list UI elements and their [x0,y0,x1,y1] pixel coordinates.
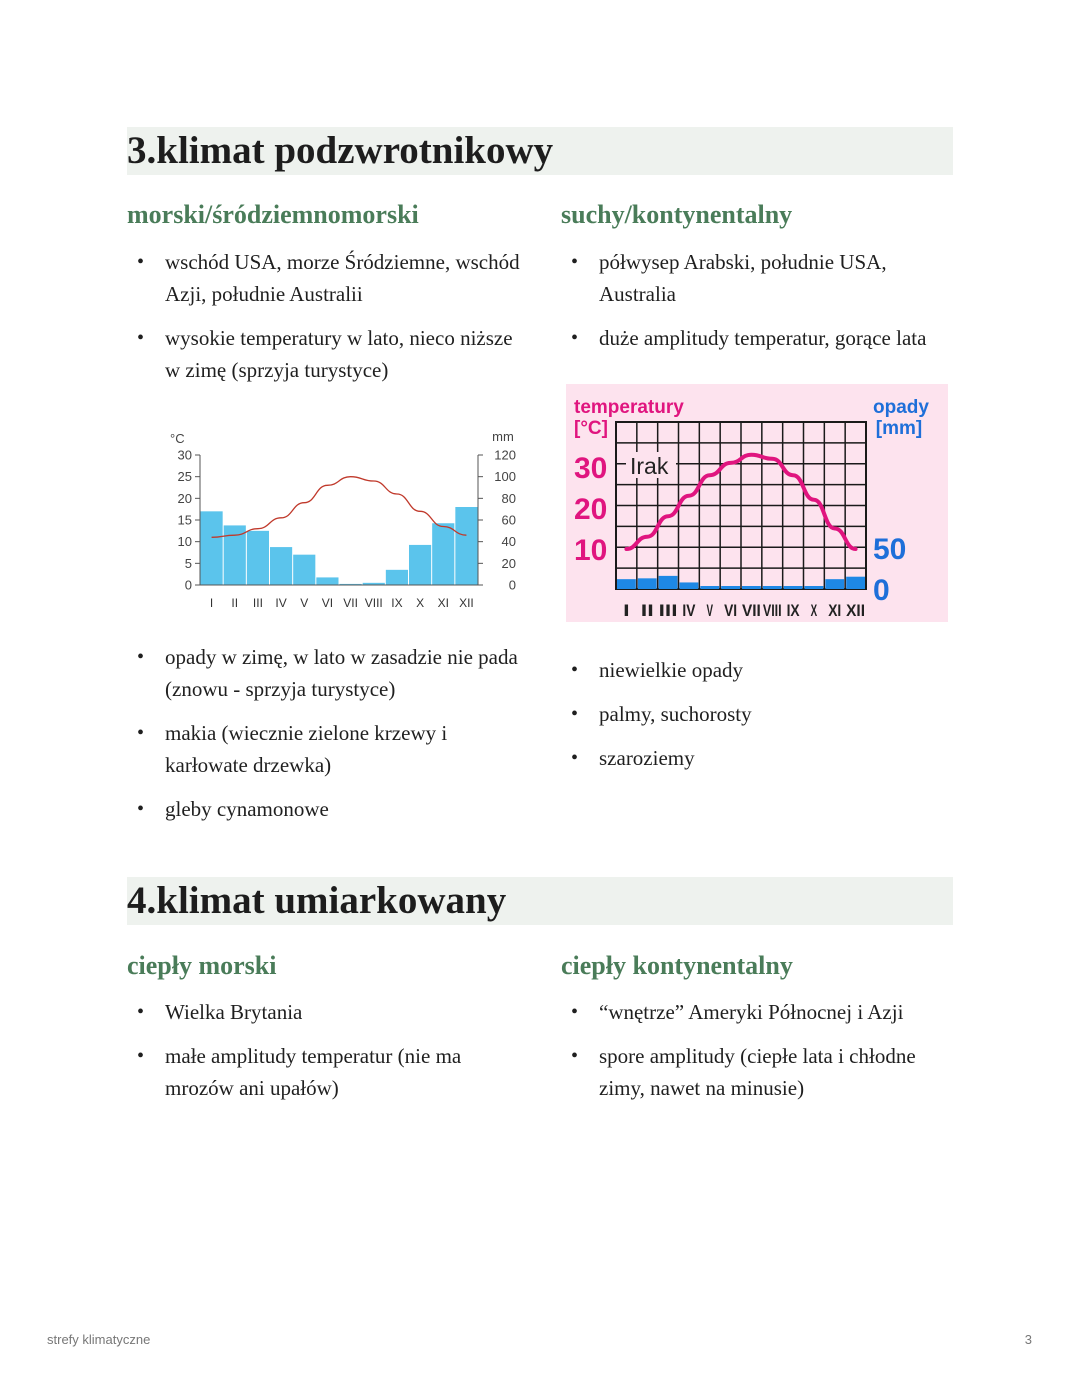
precip-bar [805,586,824,589]
precip-bar [638,578,657,589]
precip-bar [742,586,761,589]
footer-document-title: strefy klimatyczne [47,1332,151,1347]
footer-page-number: 3 [1024,1332,1032,1347]
bullet-list-left [127,996,517,1116]
precip-bar [846,577,865,589]
month-label: I [623,601,630,620]
list-item: • niewielkie opady [561,654,961,686]
month-label: IV [682,601,696,620]
list-item: • wschód USA, morze Śródziemne, wschód Azji, południe Australii [127,246,527,310]
precip-bar [784,586,803,589]
bullet-list-left-top [127,246,527,398]
precip-bar [316,577,338,585]
precip-bar [700,586,719,589]
bullet-list-right-top [561,246,961,366]
precip-tick-label: 0 [873,574,890,607]
month-label: X [416,596,425,610]
list-item: • spore amplitudy (ciepłe lata i chłodne zimy, nawet na minusie) [561,1040,961,1104]
precip-bar [293,555,315,585]
precip-bar [455,507,477,585]
precip-axis-title: opady [873,397,929,418]
precip-tick-label: 60 [501,512,516,528]
temp-tick-label: 10 [574,534,608,567]
climate-chart-mediterranean [160,425,530,620]
bullet-list-right [561,996,961,1116]
list-item: • gleby cynamonowe [127,793,527,825]
month-label: IX [786,601,801,620]
list-item: • Wielka Brytania [127,996,517,1028]
month-label: V [300,596,309,610]
list-item: • duże amplitudy temperatur, gorące lata [561,322,961,354]
precip-bar [270,547,292,585]
temp-tick-label: 30 [177,447,192,463]
precip-bar [432,523,454,585]
month-label: V [706,601,714,620]
precip-tick-label: 0 [508,577,516,593]
climate-chart-irak [566,384,948,622]
column-heading-left: morski/śródziemnomorski [127,200,419,229]
bullet-list-left-bottom [127,641,527,837]
section-title: 3.klimat podzwrotnikowy [127,129,554,172]
temp-tick-label: 20 [177,490,192,506]
column-heading-right: suchy/kontynentalny [561,200,793,229]
month-label: VII [742,601,761,620]
precip-bar [763,586,782,589]
temp-unit-label: °C [170,431,185,446]
precip-tick-label: 40 [501,534,516,550]
temp-tick-label: 15 [177,512,192,528]
precip-bar [386,570,408,585]
month-label: III [658,601,678,620]
temp-tick-label: 20 [574,493,608,526]
month-label: III [252,596,263,610]
list-item: • małe amplitudy temperatur (nie ma mrozów ani upałów) [127,1040,517,1104]
temp-axis-title: temperatury [574,397,684,418]
month-label: X [810,601,818,620]
list-item: • opady w zimę, w lato w zasadzie nie pada (znowu - sprzyja turystyce) [127,641,527,705]
month-label: VI [321,596,334,610]
precip-tick-label: 20 [501,555,516,571]
section-header-3 [127,127,953,175]
station-label: Irak [630,453,669,479]
section-title: 4.klimat umiarkowany [127,879,507,922]
list-item: • wysokie temperatury w lato, nieco niższe w zimę (sprzyja turystyce) [127,322,527,386]
month-label: I [209,596,214,610]
precip-bar [247,531,269,585]
precip-tick-label: 120 [494,447,516,463]
precip-bar [659,576,678,589]
list-item: • półwysep Arabski, południe USA, Australia [561,246,961,310]
month-label: II [231,596,239,610]
bullet-list-right-bottom [561,654,961,786]
temperature-line [212,477,467,538]
month-label: XI [828,601,842,620]
temp-tick-label: 0 [184,577,192,593]
precip-bar [617,579,636,589]
precip-bar [409,545,431,585]
precip-axis-unit: [mm] [875,418,923,439]
month-label: II [640,601,654,620]
month-label: VI [724,601,738,620]
list-item: • szaroziemy [561,742,961,774]
month-label: VII [343,596,358,610]
precip-bar [201,511,223,585]
month-label: VIII [364,596,383,610]
column-heading-right: ciepły kontynentalny [561,951,793,980]
temp-tick-label: 25 [177,469,192,485]
precip-bar [825,579,844,589]
list-item: • palmy, suchorosty [561,698,961,730]
section-header-4 [127,877,953,925]
precip-tick-label: 50 [873,533,907,566]
temp-tick-label: 10 [177,534,192,550]
temp-tick-label: 5 [184,555,192,571]
list-item: • “wnętrze” Ameryki Północnej i Azji [561,996,961,1028]
precip-unit-label: mm [492,429,514,444]
month-label: IV [275,596,287,610]
precip-tick-label: 100 [494,469,516,485]
temp-axis-unit: [°C] [574,418,608,439]
precip-tick-label: 80 [501,490,516,506]
precip-bar [680,582,699,589]
month-label: XII [459,596,474,610]
list-item: • makia (wiecznie zielone krzewy i karłowate drzewka) [127,717,527,781]
month-label: XI [437,596,449,610]
column-heading-left: ciepły morski [127,951,277,980]
month-label: VIII [762,601,782,620]
temp-tick-label: 30 [574,452,608,485]
month-label: IX [391,596,403,610]
month-label: XII [846,601,865,620]
precip-bar [721,586,740,589]
